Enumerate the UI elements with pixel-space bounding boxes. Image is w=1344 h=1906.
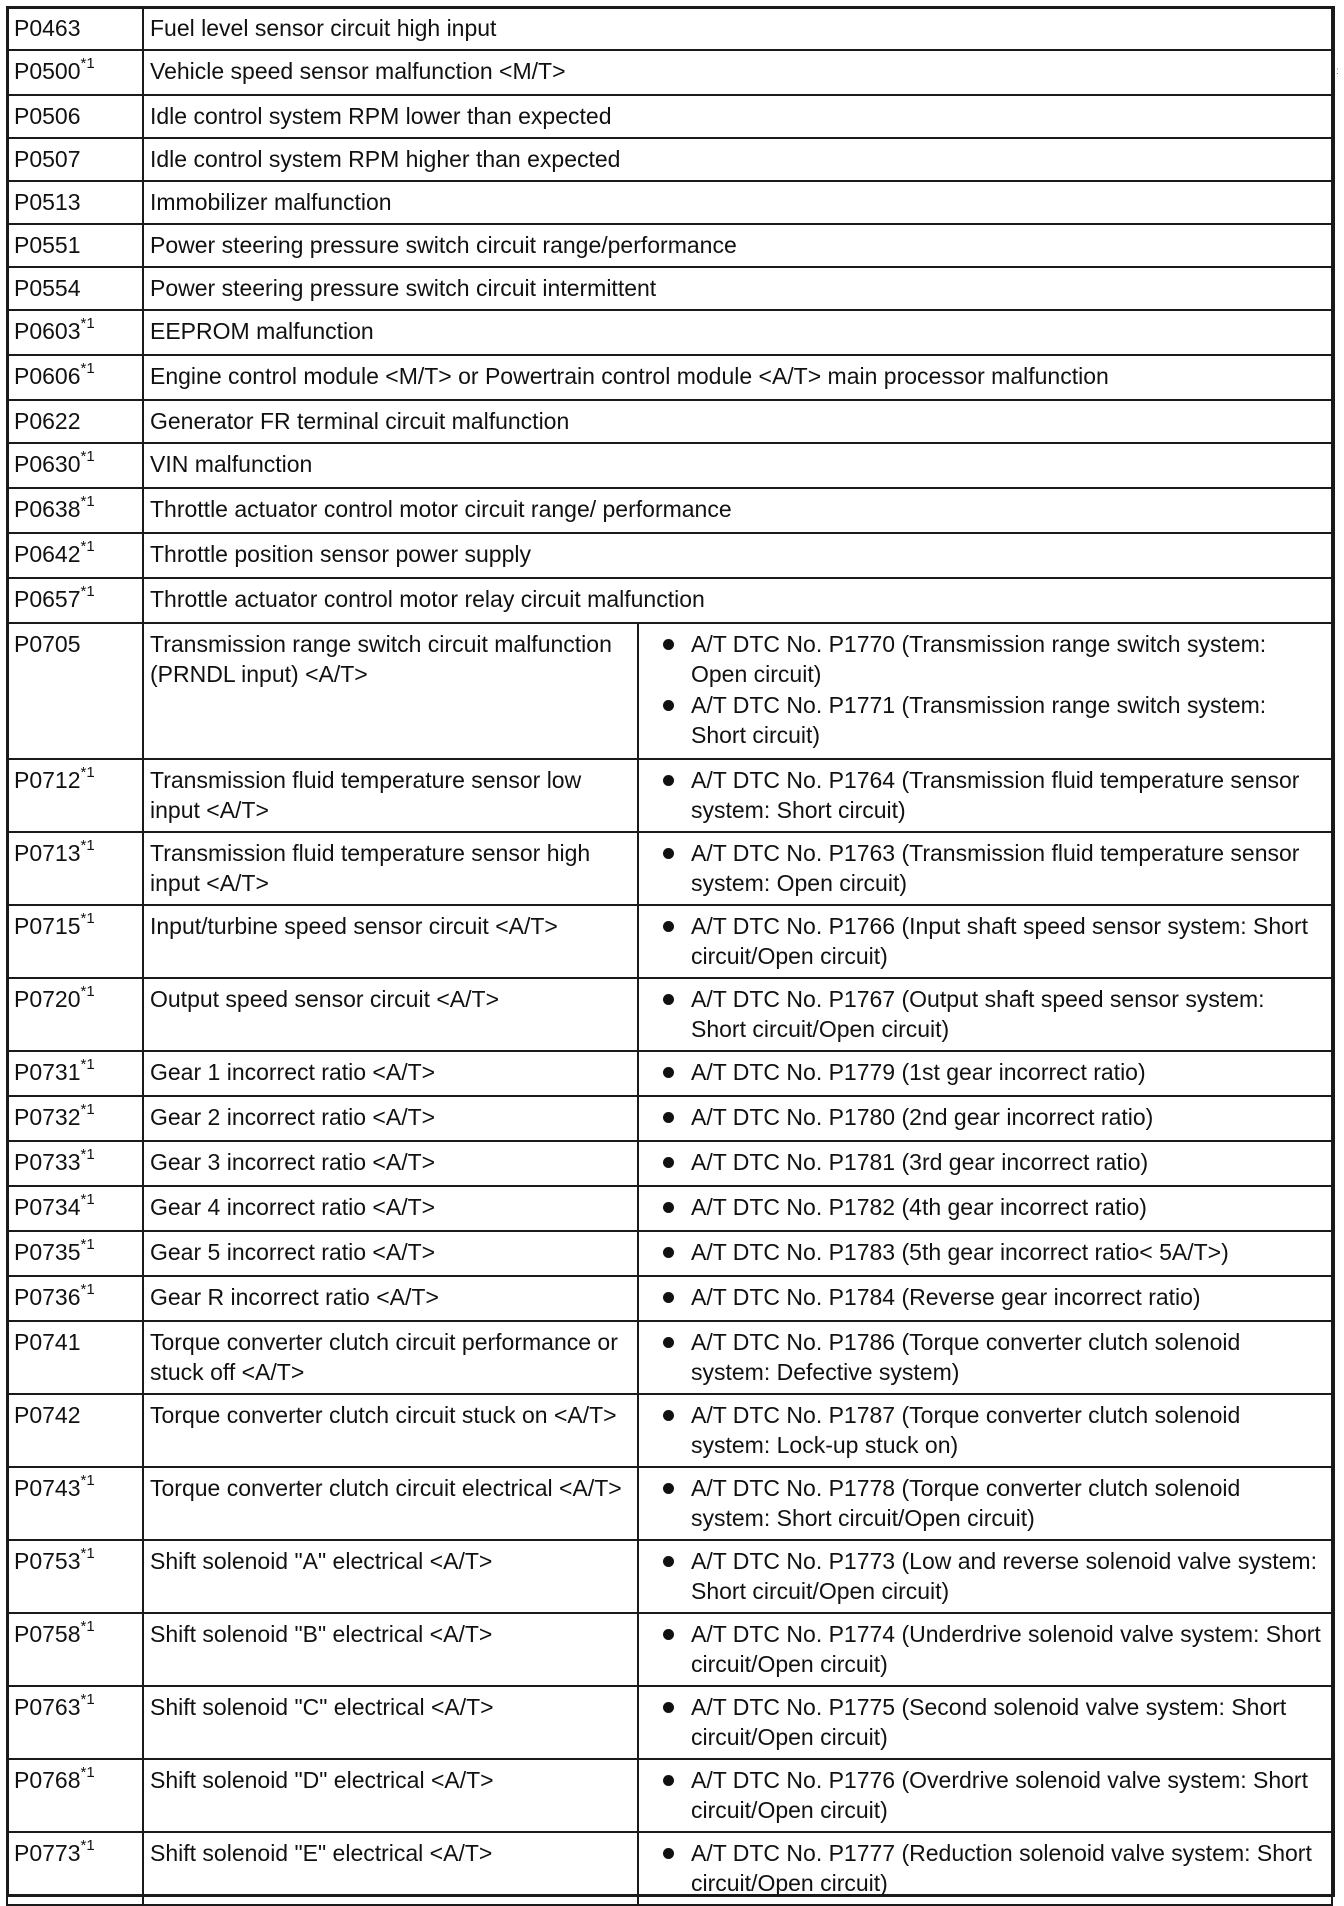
dtc-description: Shift solenoid "E" electrical <A/T> [143,1832,638,1905]
dtc-description: Transmission fluid temperature sensor low input <A/T> [143,759,638,832]
dtc-code-cell [7,267,143,310]
bullet-icon [663,639,674,650]
dtc-code: P0603 [14,318,81,344]
dtc-footnote-mark: *1 [80,1764,95,1782]
table-row [7,1394,1332,1467]
dtc-code: P0713 [14,840,81,866]
dtc-related-notes [638,623,1332,759]
dtc-code: P0763 [14,1694,81,1720]
dtc-code-cell [7,488,143,533]
note-text: A/T DTC No. P1767 (Output shaft speed sensor system: Short circuit/Open circuit) [691,986,1265,1042]
dtc-footnote-mark: *1 [80,1146,95,1164]
dtc-description: Idle control system RPM higher than expected [143,138,1332,181]
bullet-icon [663,1202,674,1213]
table-row [7,267,1332,310]
dtc-code-cell [7,1540,143,1613]
table-row [7,1686,1332,1759]
table-row [7,488,1332,533]
dtc-code-cell [7,7,143,50]
dtc-code: P0606 [14,363,81,389]
note-text: A/T DTC No. P1781 (3rd gear incorrect ratio) [691,1149,1149,1175]
dtc-code-cell [7,443,143,488]
dtc-description: EEPROM malfunction [143,310,1332,355]
dtc-code-cell [7,1141,143,1186]
dtc-description: VIN malfunction [143,443,1332,488]
dtc-code: P0734 [14,1194,81,1220]
note-text: A/T DTC No. P1787 (Torque converter clutch solenoid system: Lock-up stuck on) [691,1402,1241,1458]
dtc-description: Output speed sensor circuit <A/T> [143,978,638,1051]
list-item [645,911,1325,971]
dtc-code: P0743 [14,1475,81,1501]
table-row [7,533,1332,578]
dtc-code-cell [7,138,143,181]
dtc-related-notes [638,1759,1332,1832]
table-row [7,905,1332,978]
note-text: A/T DTC No. P1786 (Torque converter clutch solenoid system: Defective system) [691,1329,1241,1385]
note-text: A/T DTC No. P1779 (1st gear incorrect ratio) [691,1059,1146,1085]
bullet-icon [663,1112,674,1123]
dtc-description: Throttle actuator control motor relay circuit malfunction [143,578,1332,623]
dtc-description: Gear 4 incorrect ratio <A/T> [143,1186,638,1231]
list-item [645,1192,1325,1222]
dtc-related-notes [638,1096,1332,1141]
dtc-description: Transmission range switch circuit malfunction (PRNDL input) <A/T> [143,623,638,759]
dtc-code-cell [7,310,143,355]
dtc-code-cell [7,832,143,905]
bullet-icon [663,848,674,859]
dtc-code: P0506 [14,103,81,129]
dtc-code-cell [7,759,143,832]
notes-list [645,1765,1325,1825]
bullet-icon [663,700,674,711]
dtc-footnote-mark: *1 [80,1691,95,1709]
dtc-code-cell [7,1231,143,1276]
dtc-description: Shift solenoid "C" electrical <A/T> [143,1686,638,1759]
dtc-footnote-mark: *1 [80,360,95,378]
table-row [7,138,1332,181]
note-text: A/T DTC No. P1763 (Transmission fluid temperature sensor system: Open circuit) [691,840,1300,896]
dtc-code: P0732 [14,1104,81,1130]
dtc-footnote-mark: *1 [80,1236,95,1254]
dtc-code: P0731 [14,1059,81,1085]
note-text: A/T DTC No. P1770 (Transmission range switch system: Open circuit) [691,631,1267,687]
list-item [645,765,1325,825]
dtc-code: P0733 [14,1149,81,1175]
bullet-icon [663,1337,674,1348]
dtc-footnote-mark: *1 [80,1837,95,1855]
dtc-code: P0657 [14,586,81,612]
dtc-footnote-mark: *1 [80,910,95,928]
dtc-code: P0758 [14,1621,81,1647]
table-row [7,1540,1332,1613]
dtc-description: Engine control module <M/T> or Powertrain control module <A/T> main processor malfunction [143,355,1332,400]
table-row [7,1759,1332,1832]
dtc-related-notes [638,1394,1332,1467]
dtc-code: P0712 [14,767,81,793]
dtc-code-cell [7,905,143,978]
list-item [645,1327,1325,1387]
table-row [7,1141,1332,1186]
list-item [645,1057,1325,1087]
note-text: A/T DTC No. P1780 (2nd gear incorrect ratio) [691,1104,1154,1130]
dtc-footnote-mark: *1 [80,1056,95,1074]
dtc-footnote-mark: *1 [80,837,95,855]
dtc-description: Shift solenoid "A" electrical <A/T> [143,1540,638,1613]
dtc-code: P0735 [14,1239,81,1265]
note-text: A/T DTC No. P1764 (Transmission fluid temperature sensor system: Short circuit) [691,767,1300,823]
dtc-description: Gear 2 incorrect ratio <A/T> [143,1096,638,1141]
table-row [7,181,1332,224]
list-item [645,1282,1325,1312]
table-row [7,355,1332,400]
dtc-footnote-mark: *1 [80,1191,95,1209]
dtc-related-notes [638,1276,1332,1321]
dtc-related-notes [638,1186,1332,1231]
list-item [645,1400,1325,1460]
list-item [645,1237,1325,1267]
dtc-code: P0551 [14,232,81,258]
dtc-description: Immobilizer malfunction [143,181,1332,224]
dtc-related-notes [638,832,1332,905]
note-text: A/T DTC No. P1777 (Reduction solenoid valve system: Short circuit/Open circuit) [691,1840,1312,1896]
note-text: A/T DTC No. P1774 (Underdrive solenoid valve system: Short circuit/Open circuit) [691,1621,1321,1677]
dtc-related-notes [638,905,1332,978]
bullet-icon [663,1556,674,1567]
bullet-icon [663,1775,674,1786]
dtc-code: P0642 [14,541,81,567]
dtc-footnote-mark: *1 [80,448,95,466]
list-item [645,1765,1325,1825]
table-row [7,95,1332,138]
dtc-code: P0463 [14,15,81,41]
notes-list [645,1192,1325,1222]
dtc-code-cell [7,1686,143,1759]
dtc-code: P0554 [14,275,81,301]
dtc-code: P0507 [14,146,81,172]
notes-list [645,1692,1325,1752]
dtc-footnote-mark: *1 [80,983,95,1001]
dtc-code-cell [7,1051,143,1096]
list-item [645,984,1325,1044]
bullet-icon [663,1157,674,1168]
dtc-code: P0500 [14,58,81,84]
note-text: A/T DTC No. P1784 (Reverse gear incorrect ratio) [691,1284,1201,1310]
notes-list [645,1147,1325,1177]
notes-list [645,984,1325,1044]
dtc-code: P0630 [14,451,81,477]
dtc-code: P0736 [14,1284,81,1310]
dtc-related-notes [638,1686,1332,1759]
dtc-code-cell [7,50,143,95]
notes-list [645,1237,1325,1267]
table-row [7,1186,1332,1231]
notes-list [645,1057,1325,1087]
dtc-description: Gear 3 incorrect ratio <A/T> [143,1141,638,1186]
dtc-related-notes [638,1321,1332,1394]
dtc-code-cell [7,1467,143,1540]
dtc-footnote-mark: *1 [80,493,95,511]
dtc-code: P0638 [14,496,81,522]
list-item [645,838,1325,898]
table-row [7,1832,1332,1905]
dtc-description: Transmission fluid temperature sensor high input <A/T> [143,832,638,905]
dtc-code-cell [7,181,143,224]
bullet-icon [663,775,674,786]
list-item [645,1619,1325,1679]
dtc-code-cell [7,1321,143,1394]
dtc-code-cell [7,1186,143,1231]
table-row [7,310,1332,355]
bullet-icon [663,1410,674,1421]
dtc-code-cell [7,623,143,759]
notes-list [645,1619,1325,1679]
dtc-code-cell [7,1759,143,1832]
note-text: A/T DTC No. P1776 (Overdrive solenoid valve system: Short circuit/Open circuit) [691,1767,1308,1823]
dtc-code: P0513 [14,189,81,215]
bullet-icon [663,994,674,1005]
dtc-footnote-mark: *1 [80,1472,95,1490]
dtc-code: P0741 [14,1329,81,1355]
list-item [645,1473,1325,1533]
dtc-related-notes [638,1141,1332,1186]
list-item [645,690,1325,750]
notes-list [645,911,1325,971]
dtc-table [6,6,1333,1906]
notes-list [645,1473,1325,1533]
table-row [7,1051,1332,1096]
notes-list [645,1102,1325,1132]
bullet-icon [663,1702,674,1713]
dtc-description: Torque converter clutch circuit stuck on <A/T> [143,1394,638,1467]
dtc-description: Input/turbine speed sensor circuit <A/T> [143,905,638,978]
dtc-footnote-mark: *1 [80,538,95,556]
dtc-description: Power steering pressure switch circuit intermittent [143,267,1332,310]
dtc-description: Shift solenoid "D" electrical <A/T> [143,1759,638,1832]
dtc-description: Fuel level sensor circuit high input [143,7,1332,50]
dtc-code: P0622 [14,408,81,434]
dtc-related-notes [638,1832,1332,1905]
dtc-code: P0720 [14,986,81,1012]
table-row [7,1613,1332,1686]
dtc-description: Throttle position sensor power supply [143,533,1332,578]
notes-list [645,1282,1325,1312]
dtc-footnote-mark: *1 [80,55,95,73]
table-row [7,759,1332,832]
dtc-code-cell [7,978,143,1051]
dtc-description: Gear 5 incorrect ratio <A/T> [143,1231,638,1276]
dtc-code-cell [7,1394,143,1467]
notes-list [645,1400,1325,1460]
dtc-related-notes [638,759,1332,832]
dtc-code-cell [7,95,143,138]
bullet-icon [663,921,674,932]
table-row [7,832,1332,905]
table-row [7,1321,1332,1394]
bullet-icon [663,1629,674,1640]
dtc-code-cell [7,578,143,623]
dtc-related-notes [638,978,1332,1051]
dtc-description: Torque converter clutch circuit performance or stuck off <A/T> [143,1321,638,1394]
dtc-code-cell [7,1096,143,1141]
dtc-footnote-mark: *1 [80,583,95,601]
dtc-description: Torque converter clutch circuit electrical <A/T> [143,1467,638,1540]
dtc-description: Throttle actuator control motor circuit range/ performance [143,488,1332,533]
dtc-code-cell [7,1832,143,1905]
bullet-icon [663,1483,674,1494]
dtc-related-notes [638,1467,1332,1540]
dtc-footnote-mark: *1 [80,1281,95,1299]
dtc-code-cell [7,224,143,267]
table-row [7,7,1332,50]
table-row [7,224,1332,267]
dtc-code-cell [7,533,143,578]
dtc-code: P0768 [14,1767,81,1793]
dtc-related-notes [638,1613,1332,1686]
note-text: A/T DTC No. P1782 (4th gear incorrect ratio) [691,1194,1147,1220]
note-text: A/T DTC No. P1775 (Second solenoid valve system: Short circuit/Open circuit) [691,1694,1287,1750]
notes-list [645,1546,1325,1606]
table-row [7,623,1332,759]
notes-list [645,629,1325,750]
dtc-description: Gear R incorrect ratio <A/T> [143,1276,638,1321]
dtc-code-cell [7,355,143,400]
dtc-related-notes [638,1540,1332,1613]
table-row [7,400,1332,443]
table-row [7,1276,1332,1321]
dtc-table-body [7,7,1332,1905]
dtc-description: Idle control system RPM lower than expected [143,95,1332,138]
dtc-footnote-mark: *1 [80,1618,95,1636]
bullet-icon [663,1247,674,1258]
margin-mark: : [1336,66,1339,77]
notes-list [645,1838,1325,1898]
dtc-code: P0715 [14,913,81,939]
dtc-code: P0773 [14,1840,81,1866]
dtc-related-notes [638,1231,1332,1276]
notes-list [645,765,1325,825]
dtc-description: Generator FR terminal circuit malfunction [143,400,1332,443]
note-text: A/T DTC No. P1783 (5th gear incorrect ratio< 5A/T>) [691,1239,1229,1265]
notes-list [645,1327,1325,1387]
note-text: A/T DTC No. P1771 (Transmission range switch system: Short circuit) [691,692,1267,748]
list-item [645,1102,1325,1132]
note-text: A/T DTC No. P1778 (Torque converter clutch solenoid system: Short circuit/Open circuit) [691,1475,1241,1531]
dtc-description: Gear 1 incorrect ratio <A/T> [143,1051,638,1096]
table-row [7,50,1332,95]
dtc-footnote-mark: *1 [80,1101,95,1119]
dtc-footnote-mark: *1 [80,764,95,782]
dtc-footnote-mark: *1 [80,315,95,333]
dtc-code: P0753 [14,1548,81,1574]
dtc-footnote-mark: *1 [80,1545,95,1563]
list-item [645,1838,1325,1898]
table-row [7,578,1332,623]
table-row [7,1096,1332,1141]
list-item [645,1546,1325,1606]
bullet-icon [663,1292,674,1303]
dtc-code: P0742 [14,1402,81,1428]
table-row [7,1231,1332,1276]
list-item [645,1692,1325,1752]
table-row [7,443,1332,488]
dtc-code-cell [7,400,143,443]
notes-list [645,838,1325,898]
dtc-related-notes [638,1051,1332,1096]
note-text: A/T DTC No. P1773 (Low and reverse solenoid valve system: Short circuit/Open circuit) [691,1548,1317,1604]
list-item [645,1147,1325,1177]
table-row [7,1467,1332,1540]
dtc-description: Power steering pressure switch circuit range/performance [143,224,1332,267]
dtc-code-cell [7,1613,143,1686]
list-item [645,629,1325,689]
note-text: A/T DTC No. P1766 (Input shaft speed sensor system: Short circuit/Open circuit) [691,913,1309,969]
table-row [7,978,1332,1051]
dtc-code-cell [7,1276,143,1321]
dtc-description: Vehicle speed sensor malfunction <M/T> [143,50,1332,95]
dtc-code: P0705 [14,631,81,657]
dtc-description: Shift solenoid "B" electrical <A/T> [143,1613,638,1686]
bullet-icon [663,1067,674,1078]
bullet-icon [663,1848,674,1859]
